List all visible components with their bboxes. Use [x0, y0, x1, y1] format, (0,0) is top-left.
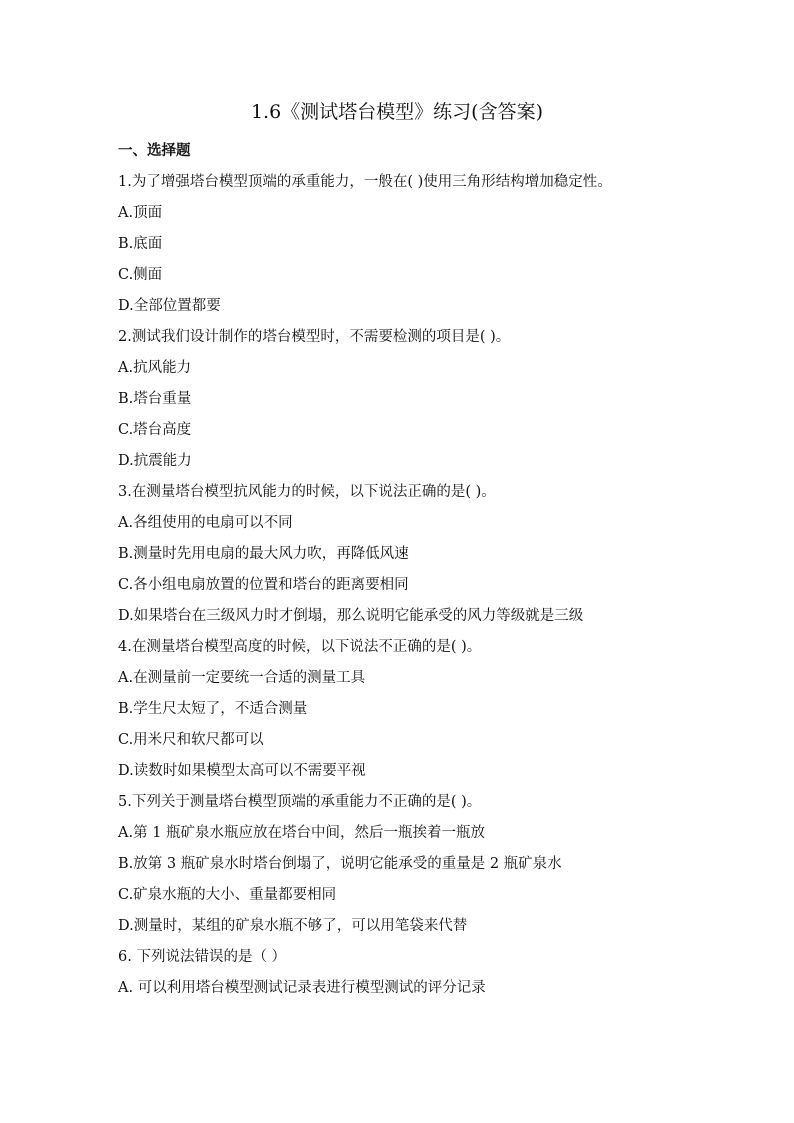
document-title: 1.6《测试塔台模型》练习(含答案)	[250, 101, 544, 123]
question-4-option-b: B.学生尺太短了，不适合测量	[118, 701, 308, 717]
document-body	[118, 136, 718, 1004]
question-1-option-c: C.侧面	[118, 267, 163, 283]
question-2-stem: 2.测试我们设计制作的塔台模型时，不需要检测的项目是( )。	[118, 329, 511, 345]
question-4-option-a: A.在测量前一定要统一合适的测量工具	[118, 670, 366, 686]
question-3-option-a: A.各组使用的电扇可以不同	[118, 515, 293, 531]
question-1-option-a: A.顶面	[118, 205, 163, 221]
question-3-stem: 3.在测量塔台模型抗风能力的时候，以下说法正确的是( )。	[118, 484, 496, 500]
question-2-option-a: A.抗风能力	[118, 360, 192, 376]
question-1-option-b: B.底面	[118, 236, 163, 252]
question-3-option-c: C.各小组电扇放置的位置和塔台的距离要相同	[118, 577, 409, 593]
question-3-option-d: D.如果塔台在三级风力时才倒塌，那么说明它能承受的风力等级就是三级	[118, 608, 584, 624]
question-3-option-b: B.测量时先用电扇的最大风力吹，再降低风速	[118, 546, 409, 562]
question-5-option-a: A.第 1 瓶矿泉水瓶应放在塔台中间，然后一瓶挨着一瓶放	[118, 825, 486, 841]
question-5-option-b: B.放第 3 瓶矿泉水时塔台倒塌了，说明它能承受的重量是 2 瓶矿泉水	[118, 856, 562, 872]
question-4-stem: 4.在测量塔台模型高度的时候，以下说法不正确的是( )。	[118, 639, 482, 655]
section-heading: 一、选择题	[118, 143, 191, 159]
question-2-option-b: B.塔台重量	[118, 391, 192, 407]
question-6-stem: 6. 下列说法错误的是（ ）	[118, 949, 287, 965]
question-5-option-d: D.测量时，某组的矿泉水瓶不够了，可以用笔袋来代替	[118, 918, 468, 934]
question-5-option-c: C.矿泉水瓶的大小、重量都要相同	[118, 887, 337, 903]
question-2-option-c: C.塔台高度	[118, 422, 192, 438]
question-1-option-d: D.全部位置都要	[118, 298, 221, 314]
question-6-option-a: A. 可以利用塔台模型测试记录表进行模型测试的评分记录	[118, 980, 486, 996]
question-1-stem: 1.为了增强塔台模型顶端的承重能力，一般在( )使用三角形结构增加稳定性。	[118, 174, 612, 190]
question-2-option-d: D.抗震能力	[118, 453, 192, 469]
question-4-option-d: D.读数时如果模型太高可以不需要平视	[118, 763, 366, 779]
question-4-option-c: C.用米尺和软尺都可以	[118, 732, 264, 748]
question-5-stem: 5.下列关于测量塔台模型顶端的承重能力不正确的是( )。	[118, 794, 482, 810]
